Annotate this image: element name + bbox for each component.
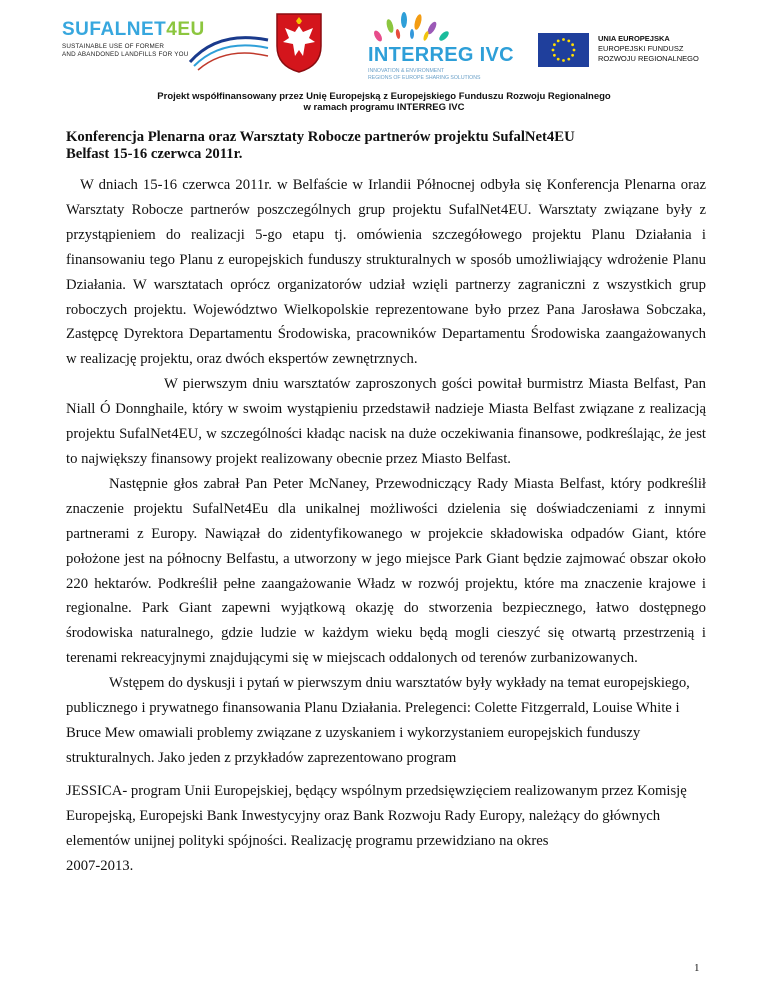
page-number: 1	[694, 962, 700, 974]
paragraph-1: W dniach 15-16 czerwca 2011r. w Belfaście w Irlandii Północnej odbyła się Konferencja Plenarna oraz Warsztaty Robocze partnerów poszczególnych grup projektu SufalNet4EU. Warsztaty związane były z przystąpieniem do realizacji 5-go etapu tj. omówienia szczegółowego projektu Planu Działania i finansowaniu tego Planu z europejskich funduszy strukturalnych w sposób umożliwiający wdrożenie Planu Działania. W warsztatach oprócz organizatorów udział wzięli partnerzy zagraniczni z wszystkich grup roboczych projektu. Województwo Wielkopolskie reprezentowane było przez Pana Jarosława Sobczaka, Zastępcę Dyrektora Departamentu Środowiska, pracowników Departamentu Środowiska zaangażowanych w realizację projektu, oraz dwóch ekspertów zewnętrznych.	[66, 177, 706, 368]
paragraph-6: 2007-2013.	[66, 857, 134, 874]
paragraph-4: Wstępem do dyskusji i pytań w pierwszym dniu warsztatów były wykłady na temat europejskiego, publicznego i prywatnego finansowania Planu Działania. Prelegenci: Colette Fitzgerrald, Louise White i Bruce Mew omawiali problemy związane z uzyskaniem i wykorzystaniem europejskich funduszy strukturalnych. Jako jeden z przykładów zaprezentowano program	[66, 675, 690, 766]
funding-notice: Projekt współfinansowany przez Unię Europejską z Europejskiego Funduszu Rozwoju Regionalnego w ramach programu INTERREG IVC	[157, 91, 611, 113]
paragraph-3: Następnie głos zabrał Pan Peter McNaney, Przewodniczący Rady Miasta Belfast, który podkreślił znaczenie projektu SufalNet4Eu dla unikalnej możliwości dzielenia się doświadczeniami z innymi partnerami z Europy. Nawiązał do zidentyfikowanego w projekcie składowiska odpadów Giant, które położone jest na północny Belfastu, a utworzony w jego miejsce Park Giant będzie zajmować obszar około 220 hektarów. Podkreślił pełne zaangażowanie Władz w rozwój projektu, które ma znaczenie krajowe i regionalne. Park Giant zapewni wyjątkową okazję do stworzenia bezpiecznego, łatwo dostępnego środowiska naturalnego, gdzie ludzie w każdym wieku będą mogli cieszyć się otwartą przestrzenią i terenami rekreacyjnymi znajdującymi się w miejscach oddalonych od terenów zurbanizowanych.	[66, 475, 706, 667]
swoosh-graphic-icon	[188, 22, 270, 72]
interreg-flower-icon	[368, 10, 508, 44]
eu-fund-label: UNIA EUROPEJSKA EUROPEJSKI FUNDUSZ ROZWOJU REGIONALNEGO	[598, 34, 699, 63]
sufalnet4eu-logo-title: SUFALNET4EU	[62, 19, 205, 40]
eu-flag-icon	[538, 33, 589, 67]
page-header	[0, 0, 768, 90]
body-text-part1	[66, 173, 706, 771]
interreg-tagline: INNOVATION & ENVIRONMENT REGIONS OF EUROPE SHARING SOLUTIONS	[368, 68, 481, 81]
paragraph-5: JESSICA- program Unii Europejskiej, będący wspólnym przedsięwzięciem realizowanym przez Komisję Europejską, Europejski Bank Inwestycyjny oraz Bank Rozwoju Rady Europy, należący do głównych elementów unijnej polityki spójności. Realizację programu przewidziano na okres	[66, 783, 687, 849]
interreg-title: INTERREG IVC	[368, 44, 514, 66]
wielkopolska-eagle-crest-icon	[275, 12, 323, 74]
interreg-ivc-logo	[368, 10, 514, 81]
paragraph-2: W pierwszym dniu warsztatów zaproszonych gości powitał burmistrz Miasta Belfast, Pan Niall Ó Donnghaile, który w swoim wystąpieniu przedstawił nadzieje Miasta Belfast związane z realizacją projektu SufalNet4EU, w szczególności kładąc nacisk na duże oczekiwania finansowe, podkreślając, że jest to największy finansowy projekt realizowany obecnie przez Miasto Belfast.	[66, 376, 706, 467]
body-text-part2	[66, 779, 706, 879]
document-title: Konferencja Plenarna oraz Warsztaty Robocze partnerów projektu SufalNet4EU Belfast 15-16 czerwca 2011r.	[66, 129, 575, 162]
sufalnet4eu-tagline: SUSTAINABLE USE OF FORMER AND ABANDONED LANDFILLS FOR YOU	[62, 43, 189, 58]
